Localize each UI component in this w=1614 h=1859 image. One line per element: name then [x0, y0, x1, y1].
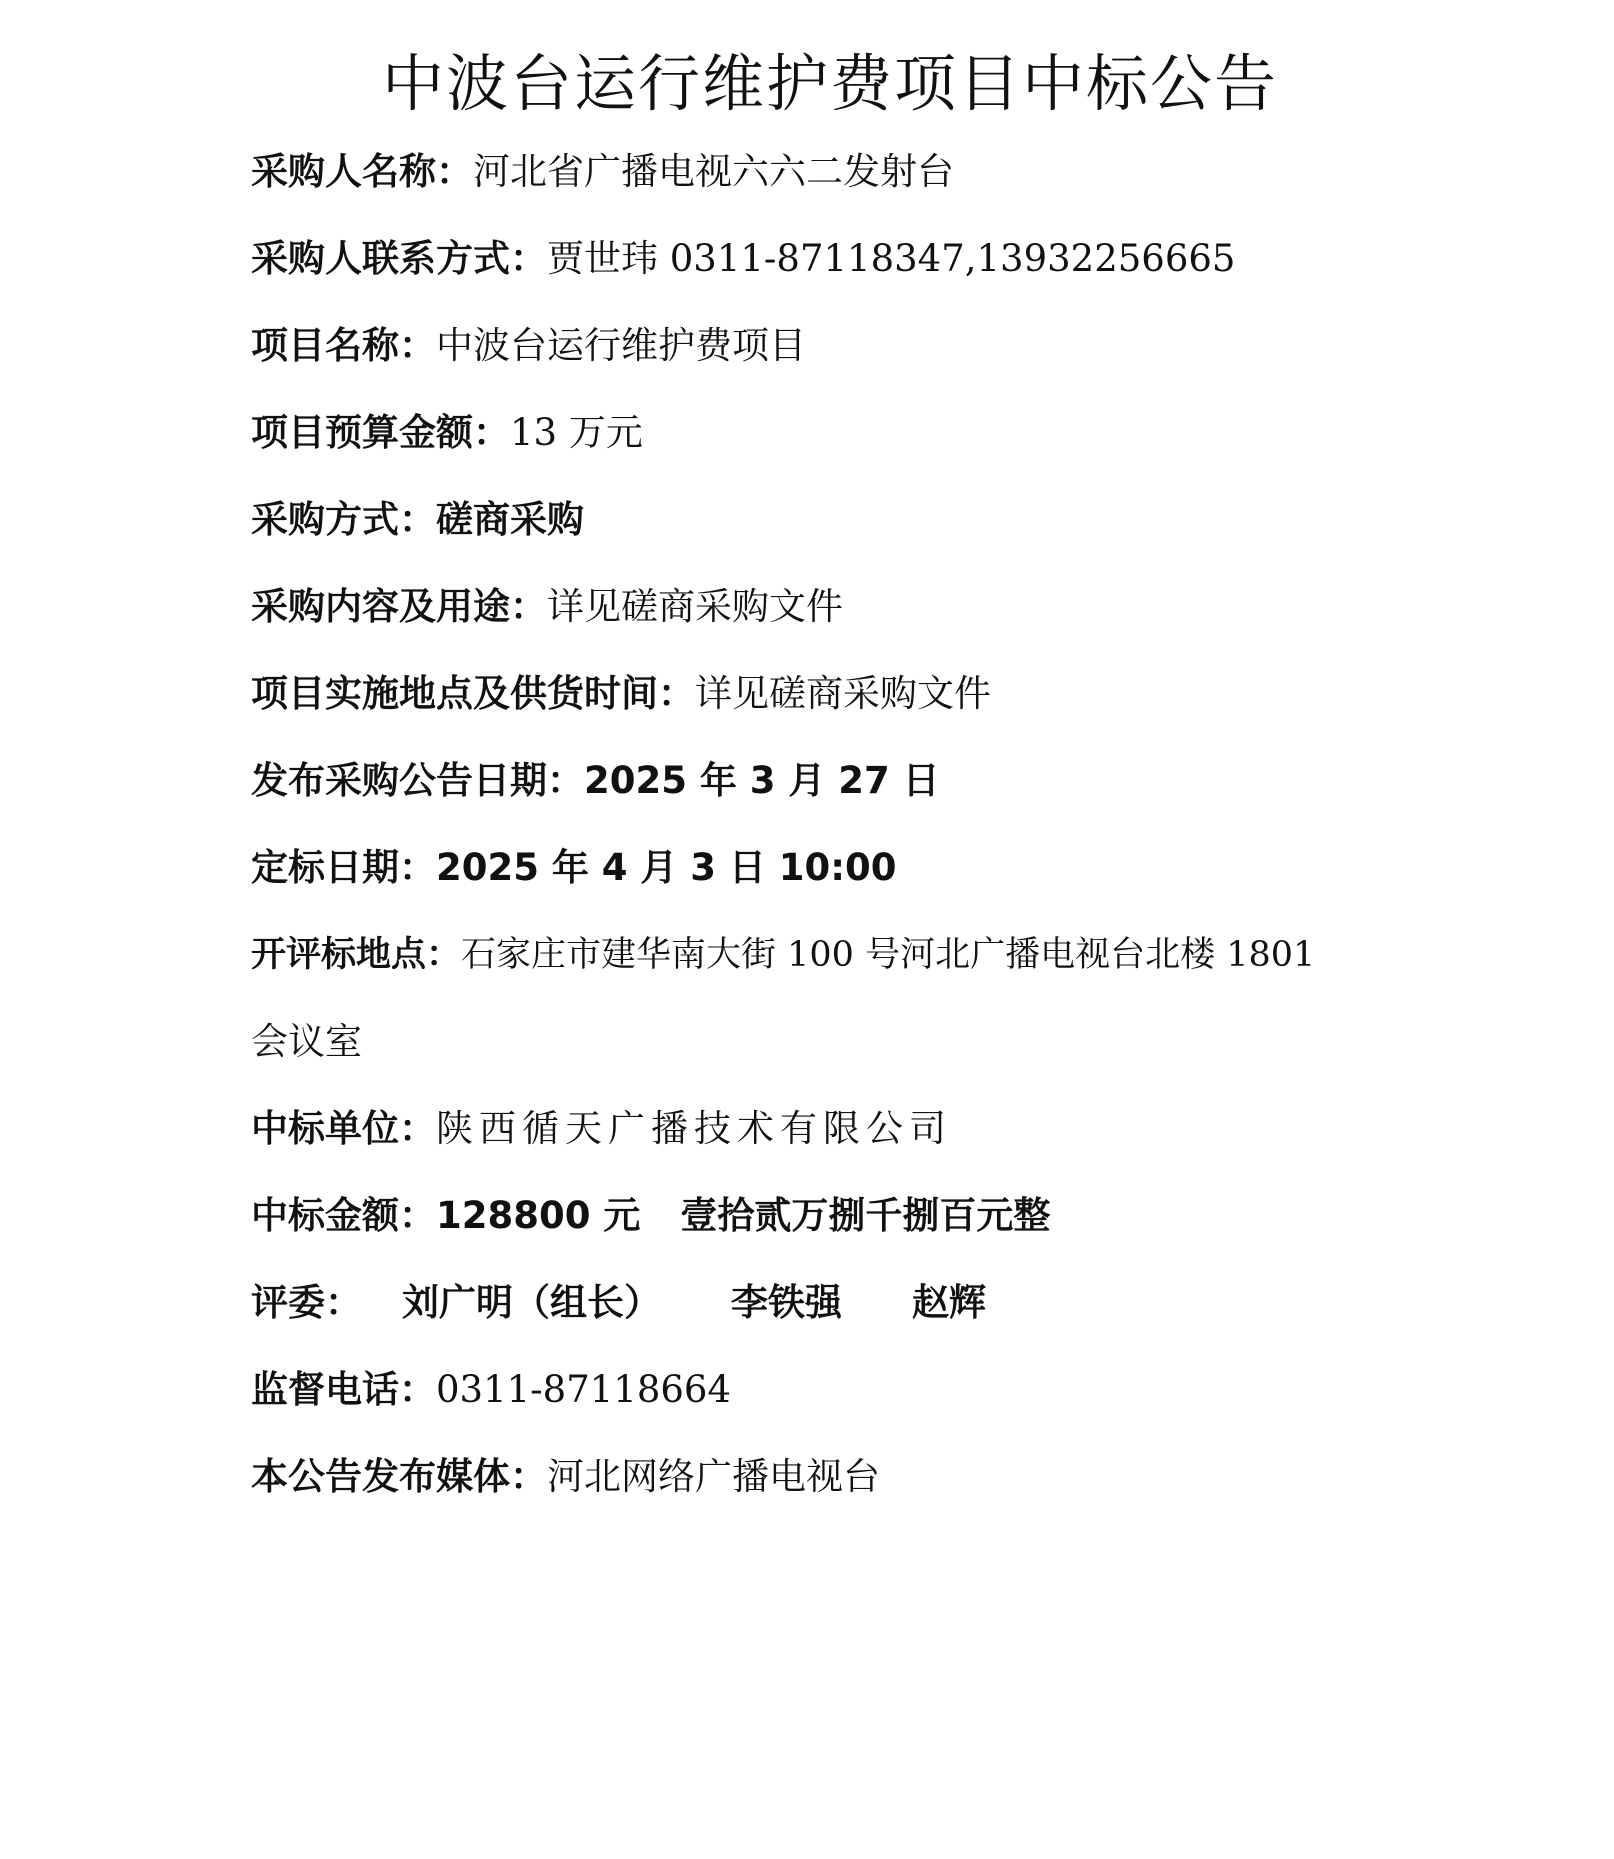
field-purchaser-contact: [251, 229, 1591, 289]
field-label: 项目实施地点及供货时间：: [251, 672, 695, 715]
field-value: 中波台运行维护费项目: [436, 324, 806, 367]
field-value: 128800 元: [436, 1194, 641, 1237]
field-procurement-method: [251, 490, 1591, 550]
field-value: 河北省广播电视六六二发射台: [473, 150, 954, 193]
field-label: 采购内容及用途：: [251, 585, 547, 628]
field-label: 发布采购公告日期：: [251, 759, 584, 802]
committee-member: 李铁强: [731, 1281, 842, 1324]
field-label: 中标金额：: [251, 1194, 436, 1237]
field-label: 中标单位：: [251, 1107, 436, 1150]
field-label: 采购人联系方式：: [251, 237, 547, 280]
committee-member: 刘广明（组长）: [402, 1281, 661, 1324]
field-value: 石家庄市建华南大街 100 号河北广播电视台北楼 1801: [461, 935, 1316, 975]
field-value: 贾世玮 0311-87118347,13932256665: [547, 237, 1236, 280]
field-value: 13 万元: [510, 411, 643, 454]
field-winning-bidder: [251, 1099, 1591, 1159]
field-label: 采购人名称：: [251, 150, 473, 193]
document-title: 中波台运行维护费项目中标公告: [381, 47, 1278, 120]
field-content-and-use: [251, 577, 1591, 637]
field-award-date: [251, 838, 1591, 898]
field-value: 详见磋商采购文件: [695, 672, 991, 715]
field-label: 评委：: [251, 1281, 362, 1324]
field-purchaser-name: [251, 142, 1591, 202]
field-value: 陕西循天广播技术有限公司: [436, 1107, 952, 1150]
field-project-name: [251, 316, 1591, 376]
committee-member: 赵辉: [912, 1281, 986, 1324]
field-value: 磋商采购: [436, 498, 584, 541]
field-supervision-phone: [251, 1360, 1591, 1420]
field-label: 开评标地点：: [251, 935, 462, 975]
field-value: 0311-87118664: [436, 1368, 731, 1411]
field-value-continued: 会议室: [251, 1020, 362, 1063]
field-value: 详见磋商采购文件: [547, 585, 843, 628]
field-label: 项目预算金额：: [251, 411, 510, 454]
field-budget: [251, 403, 1591, 463]
field-value: 2025 年 4 月 3 日 10:00: [436, 846, 897, 889]
field-value-in-words: 壹拾贰万捌千捌百元整: [680, 1194, 1051, 1237]
field-evaluation-committee: [251, 1273, 1591, 1333]
field-location-and-delivery: [251, 664, 1591, 724]
field-label: 采购方式：: [251, 498, 436, 541]
field-label: 本公告发布媒体：: [251, 1455, 547, 1498]
field-label: 监督电话：: [251, 1368, 436, 1411]
field-value: 2025 年 3 月 27 日: [584, 759, 940, 802]
field-publication-media: [251, 1447, 1591, 1507]
field-winning-amount: [251, 1186, 1591, 1246]
field-bid-opening-location-cont: [251, 1012, 1591, 1072]
field-bid-opening-location: [251, 925, 1591, 985]
field-label: 定标日期：: [251, 846, 436, 889]
field-label: 项目名称：: [251, 324, 436, 367]
field-announcement-date: [251, 751, 1591, 811]
field-value: 河北网络广播电视台: [547, 1455, 880, 1498]
